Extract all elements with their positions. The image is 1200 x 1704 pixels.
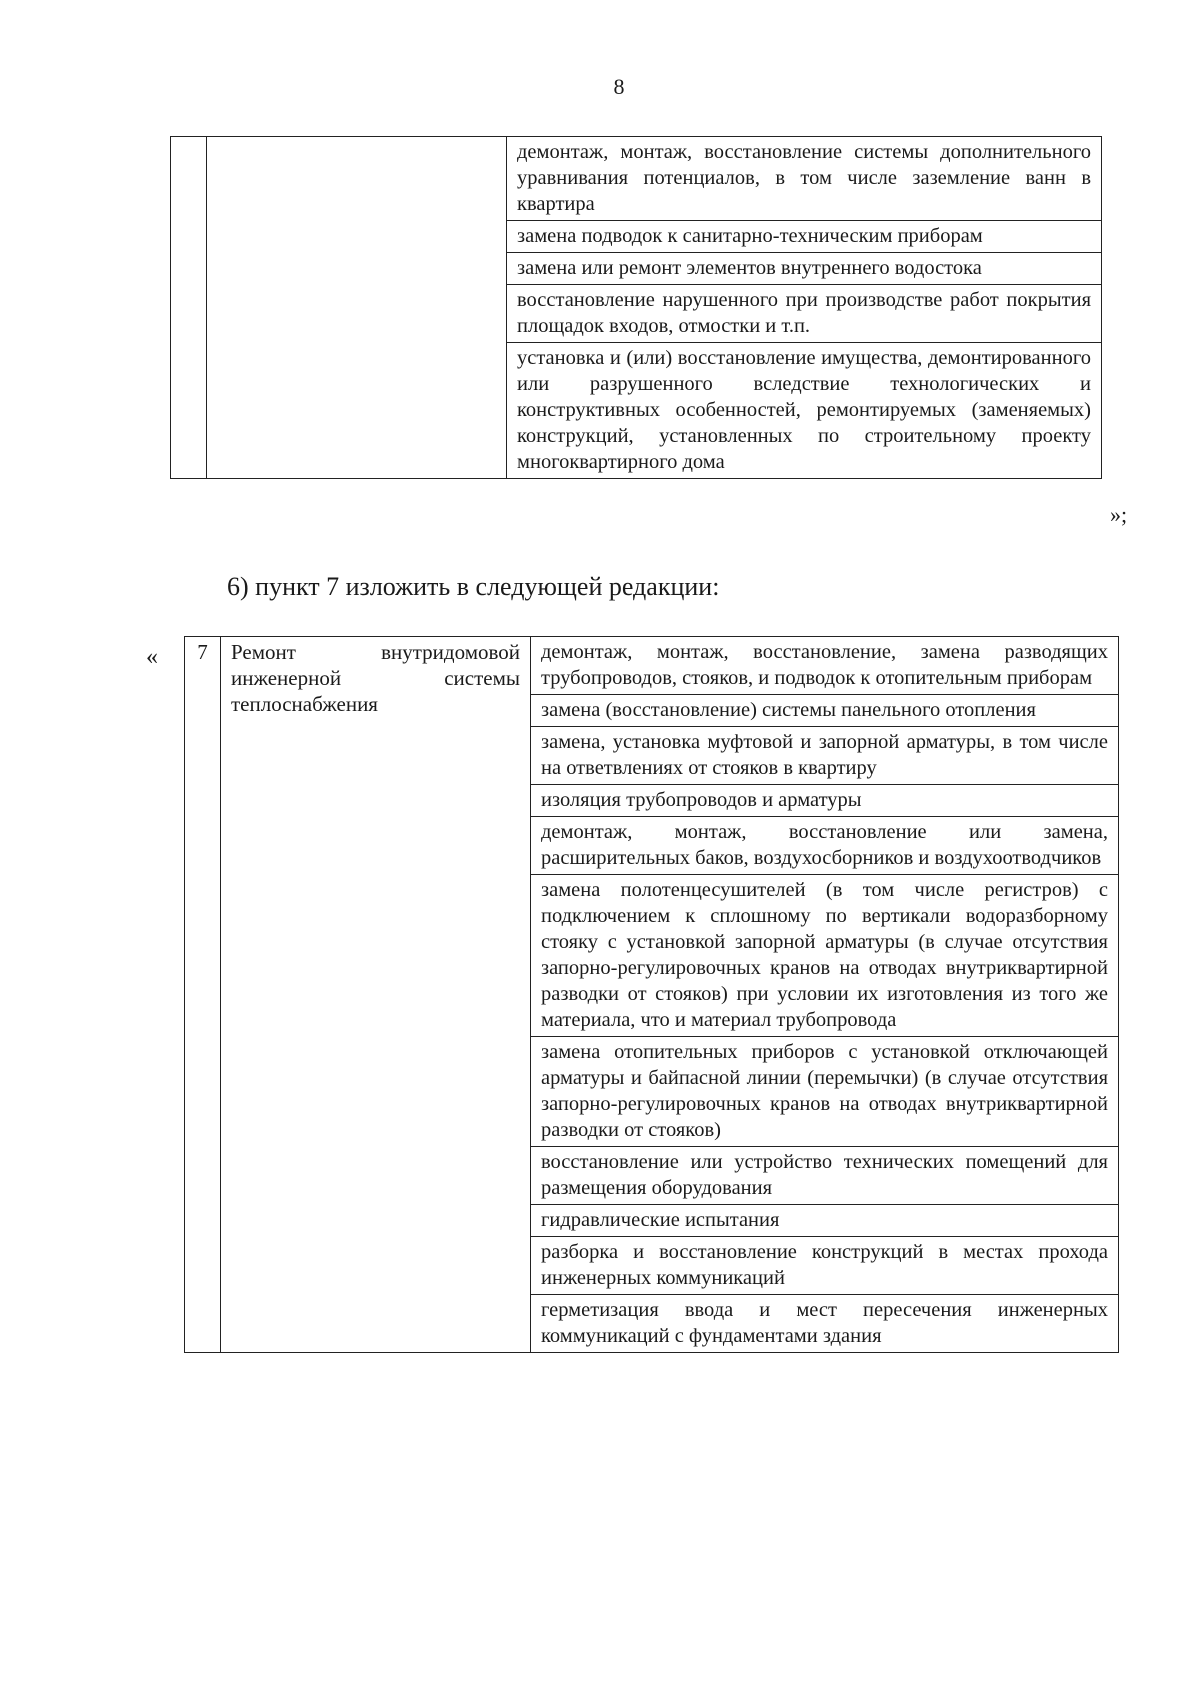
work-item: замена отопительных приборов с установкой отключающей арматуры и байпасной линии (перемычки) (в случае отсутствия запорно-регулировочных кранов на отводах внутриквартирной разводки от стояков) bbox=[531, 1037, 1119, 1147]
work-item: изоляция трубопроводов и арматуры bbox=[531, 785, 1119, 817]
work-item: разборка и восстановление конструкций в местах прохода инженерных коммуникаций bbox=[531, 1237, 1119, 1295]
work-item: демонтаж, монтаж, восстановление системы дополнительного уравнивания потенциалов, в том числе заземление ванн в квартира bbox=[507, 137, 1102, 221]
work-item: восстановление или устройство технических помещений для размещения оборудования bbox=[531, 1147, 1119, 1205]
table-row bbox=[171, 137, 1102, 221]
opening-quote-mark: « bbox=[146, 644, 158, 670]
item-number: 7 bbox=[185, 637, 221, 1353]
item-title: Ремонт внутридомовой инженерной системы теплоснабжения bbox=[221, 637, 531, 1353]
work-item: установка и (или) восстановление имущества, демонтированного или разрушенного вследствие технологических и конструктивных особенностей, ремонтируемых (заменяемых) конструкций, установленных по строительному проекту многоквартирного дома bbox=[507, 343, 1102, 479]
page-number: 8 bbox=[613, 74, 625, 99]
work-item: демонтаж, монтаж, восстановление, замена разводящих трубопроводов, стояков, и подводок к отопительным приборам bbox=[531, 637, 1119, 695]
empty-number-cell bbox=[171, 137, 207, 479]
work-item: демонтаж, монтаж, восстановление или замена, расширительных баков, воздухосборников и воздухоотводчиков bbox=[531, 817, 1119, 875]
new-item-table bbox=[184, 636, 1119, 1353]
work-item: восстановление нарушенного при производстве работ покрытия площадок входов, отмостки и т.п. bbox=[507, 285, 1102, 343]
closing-quote-mark: »; bbox=[1110, 502, 1128, 527]
instruction-text: 6) пункт 7 изложить в следующей редакции: bbox=[227, 572, 720, 601]
work-item: гидравлические испытания bbox=[531, 1205, 1119, 1237]
work-item: замена, установка муфтовой и запорной арматуры, в том числе на ответвлениях от стояков в квартиру bbox=[531, 727, 1119, 785]
work-item: герметизация ввода и мест пересечения инженерных коммуникаций с фундаментами здания bbox=[531, 1295, 1119, 1353]
work-item: замена (восстановление) системы панельного отопления bbox=[531, 695, 1119, 727]
work-item: замена полотенцесушителей (в том числе регистров) с подключением к сплошному по вертикали водоразборному стояку с установкой запорной арматуры (в случае отсутствия запорно-регулировочных кранов на отводах внутриквартирной разводки от стояков) при условии их изготовления из того же материала, что и материал трубопровода bbox=[531, 875, 1119, 1037]
empty-title-cell bbox=[207, 137, 507, 479]
continued-table bbox=[170, 136, 1102, 479]
work-item: замена или ремонт элементов внутреннего водостока bbox=[507, 253, 1102, 285]
table-row bbox=[185, 637, 1119, 695]
work-item: замена подводок к санитарно-техническим приборам bbox=[507, 221, 1102, 253]
